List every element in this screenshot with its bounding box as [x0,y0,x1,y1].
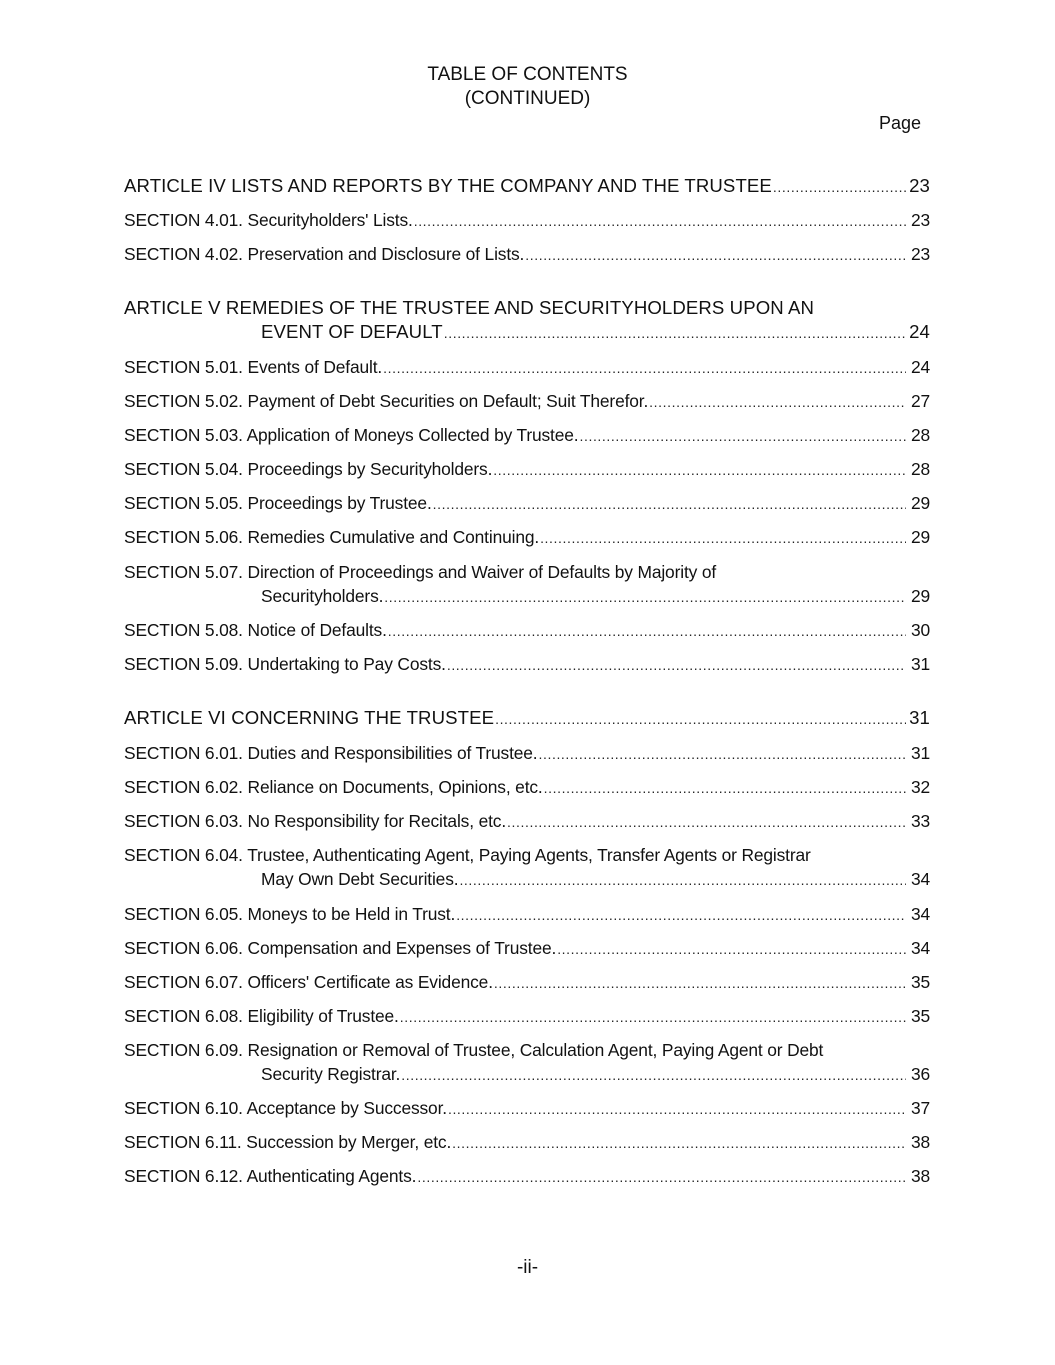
toc-entry-section-6-02[interactable] [124,775,930,799]
toc-subtitle: (CONTINUED) [464,88,591,109]
toc-entry-page: 23 [909,175,930,196]
dot-leader [417,1165,906,1189]
toc-entry-label: SECTION 6.10. Acceptance by Successor. [124,1098,447,1118]
toc-entry-page: 36 [910,1064,930,1084]
toc-entry-section-5-04[interactable] [124,457,930,481]
toc-entry-section-5-06[interactable] [124,525,930,549]
toc-entry-section-6-09[interactable] [124,1038,930,1086]
dot-leader [384,585,906,609]
toc-entry-page: 32 [910,777,930,797]
toc-entry-label: SECTION 6.07. Officers' Certificate as Evidence. [124,972,493,992]
page-column-label: Page [878,113,921,133]
toc-entry-page: 34 [910,904,930,924]
dot-leader [456,903,906,927]
dot-leader [493,458,906,482]
dot-leader [383,356,906,380]
toc-entry-label: SECTION 6.02. Reliance on Documents, Opinions, etc. [124,777,543,797]
toc-entry-label: SECTION 6.03. No Responsibility for Recitals, etc. [124,811,506,831]
toc-entry-label: SECTION 5.03. Application of Moneys Collected by Trustee. [124,425,579,445]
toc-entry-label: SECTION 4.02. Preservation and Disclosure of Lists. [124,244,525,264]
toc-entry-section-4-02[interactable] [124,242,930,266]
toc-entry-page: 29 [910,586,930,606]
toc-entry-section-5-05[interactable] [124,491,930,515]
toc-entry-page: 33 [910,811,930,831]
toc-entry-page: 38 [910,1166,930,1186]
dot-leader [773,175,906,199]
toc-entry-page: 23 [910,244,930,264]
toc-entry-section-6-10[interactable] [124,1096,930,1120]
toc-entry-section-5-09[interactable] [124,652,930,676]
toc-entry-label: SECTION 5.08. Notice of Defaults. [124,620,387,640]
toc-title: TABLE OF CONTENTS [427,64,628,85]
page-number: -ii- [516,1257,539,1278]
toc-entry-article-v[interactable] [124,296,930,344]
toc-entry-section-6-12[interactable] [124,1164,930,1188]
toc-entry-page: 29 [910,527,930,547]
toc-entry-page: 34 [910,869,930,889]
toc-entry-label: SECTION 5.02. Payment of Debt Securities on Default; Suit Therefor. [124,391,649,411]
toc-entry-label: SECTION 6.01. Duties and Responsibilities of Trustee. [124,743,538,763]
toc-entry-label: SECTION 6.04. Trustee, Authenticating Agent, Paying Agents, Transfer Agents or Registrar [124,845,811,865]
toc-entry-section-5-01[interactable] [124,355,930,379]
dot-leader [557,937,906,961]
toc-entry-section-6-06[interactable] [124,936,930,960]
dot-leader [414,209,906,233]
toc-entry-page: 37 [910,1098,930,1118]
toc-entry-section-6-11[interactable] [124,1130,930,1154]
dot-leader [448,1097,906,1121]
toc-entry-label: SECTION 5.07. Direction of Proceedings and Waiver of Defaults by Majority of [124,562,717,582]
toc-entry-label: SECTION 6.11. Succession by Merger, etc. [124,1132,452,1152]
toc-entry-label: ARTICLE IV LISTS AND REPORTS BY THE COMPANY AND THE TRUSTEE [124,175,772,196]
toc-entry-section-5-07[interactable] [124,560,930,608]
dot-leader [444,321,906,345]
toc-entry-label-continued: Securityholders. [261,586,384,606]
toc-entry-label: SECTION 6.06. Compensation and Expenses of Trustee. [124,938,557,958]
toc-entry-section-6-04[interactable] [124,843,930,891]
toc-entry-section-5-03[interactable] [124,423,930,447]
dot-leader [540,526,906,550]
toc-entry-page: 31 [910,654,930,674]
toc-entry-label: SECTION 5.06. Remedies Cumulative and Continuing. [124,527,540,547]
toc-entry-page: 24 [909,321,930,342]
toc-entry-page: 30 [910,620,930,640]
toc-entry-section-4-01[interactable] [124,208,930,232]
dot-leader [649,390,906,414]
toc-entry-label: ARTICLE VI CONCERNING THE TRUSTEE [124,707,495,728]
dot-leader [433,492,906,516]
toc-entry-article-iv[interactable] [124,174,930,198]
dot-leader [507,810,906,834]
toc-entry-page: 35 [910,1006,930,1026]
toc-entry-section-6-08[interactable] [124,1004,930,1028]
dot-leader [579,424,906,448]
toc-entry-label: SECTION 6.05. Moneys to be Held in Trust. [124,904,456,924]
toc-entry-page: 35 [910,972,930,992]
dot-leader [452,1131,906,1155]
toc-entry-page: 31 [909,707,930,728]
dot-leader [388,619,906,643]
dot-leader [538,742,906,766]
dot-leader [494,971,906,995]
toc-entry-article-vi[interactable] [124,706,930,730]
toc-entry-page: 27 [910,391,930,411]
toc-entry-section-6-07[interactable] [124,970,930,994]
toc-entry-section-6-03[interactable] [124,809,930,833]
toc-entry-label: SECTION 6.08. Eligibility of Trustee. [124,1006,399,1026]
toc-entry-page: 28 [910,459,930,479]
toc-entry-page: 23 [910,210,930,230]
toc-entry-page: 29 [910,493,930,513]
toc-entry-label: SECTION 5.01. Events of Default. [124,357,383,377]
toc-entry-page: 28 [910,425,930,445]
dot-leader [401,1063,906,1087]
toc-entry-label: SECTION 4.01. Securityholders' Lists. [124,210,413,230]
toc-entry-label: SECTION 5.05. Proceedings by Trustee. [124,493,432,513]
dot-leader [459,868,906,892]
toc-entry-page: 38 [910,1132,930,1152]
toc-entry-section-5-02[interactable] [124,389,930,413]
toc-entry-section-6-01[interactable] [124,741,930,765]
toc-entry-page: 34 [910,938,930,958]
dot-leader [525,243,906,267]
toc-entry-label: SECTION 6.09. Resignation or Removal of Trustee, Calculation Agent, Paying Agent or Debt [124,1040,824,1060]
toc-entry-label: SECTION 5.04. Proceedings by Securityholders. [124,459,493,479]
dot-leader [544,776,906,800]
toc-entry-page: 31 [910,743,930,763]
toc-entry-label: SECTION 6.12. Authenticating Agents. [124,1166,417,1186]
toc-entry-label: ARTICLE V REMEDIES OF THE TRUSTEE AND SECURITYHOLDERS UPON AN [124,297,815,318]
toc-entry-label: SECTION 5.09. Undertaking to Pay Costs. [124,654,446,674]
toc-entry-label-continued: Security Registrar. [261,1064,401,1084]
toc-entry-label-continued: May Own Debt Securities. [261,869,459,889]
toc-entry-section-5-08[interactable] [124,618,930,642]
toc-entry-page: 24 [910,357,930,377]
dot-leader [495,707,906,731]
dot-leader [447,653,906,677]
toc-entry-label-continued: EVENT OF DEFAULT [261,321,443,342]
dot-leader [400,1005,906,1029]
toc-entry-section-6-05[interactable] [124,902,930,926]
